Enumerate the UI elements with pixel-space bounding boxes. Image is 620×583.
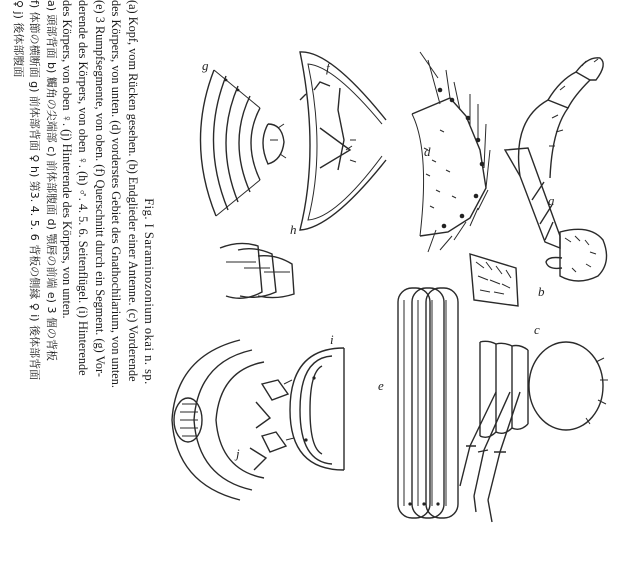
caption-de-line-5: des Körpers, von oben ♀. (j) Hinterende des Körpers, von unten.	[59, 0, 74, 319]
figure-caption	[9, 0, 157, 583]
caption-jp-line-2: f) 体節の横断面 g) 前体部背面 ♀ h) 第3. 4. 5. 6 背板の側縁 ♀ i) 後体部背面	[28, 0, 42, 381]
panel-label-d: d	[424, 144, 431, 159]
panel-label-a: a	[548, 193, 555, 208]
panel-b-antenna-tip-drawing	[470, 254, 518, 306]
panel-label-e: e	[378, 378, 384, 393]
panel-label-i: i	[330, 332, 334, 347]
caption-de-line-4: derende des Körpers, von oben ♀. (h) ♂. 4. 5. 6. Seitenflügel. (i) Hinterende	[76, 0, 91, 376]
panel-h-lateral-keels-drawing	[220, 243, 294, 298]
caption-de-line-3: (e) 3 Rumpfsegmente, von oben. (f) Querschnitt durch ein Segment. (g) Vor-	[92, 0, 107, 377]
panel-i-posterior-dorsal-drawing	[290, 348, 344, 470]
panel-label-c: c	[534, 322, 540, 337]
caption-jp-line-1: a) 頭部背面 b) 觸角の尖端部 c) 前体部腹面 d) 顎唇の前端 e) 3 個の背板	[44, 0, 58, 361]
panel-label-b: b	[538, 284, 545, 299]
panel-c-anterior-ventral-drawing	[460, 341, 608, 522]
caption-de-line-2: des Körpers, von unten. (d) vorderstes Gebiet des Gnathochilarium, von unten.	[109, 0, 124, 388]
panel-f-cross-section-drawing	[300, 52, 386, 230]
panel-g-anterior-dorsal-drawing	[200, 70, 286, 216]
panel-label-j: j	[236, 446, 240, 461]
panel-e-trunk-segments-drawing	[398, 288, 458, 518]
panel-label-h: h	[290, 222, 297, 237]
panel-a-head-drawing	[505, 58, 607, 281]
panel-j-posterior-ventral-drawing	[172, 340, 294, 500]
panel-label-g: g	[202, 58, 209, 73]
caption-jp-line-3: ♀ j) 後体部腹面	[11, 0, 25, 78]
figure-title: Fig. I Saraminozonium okai n. sp.	[142, 198, 156, 385]
caption-de-line-1: (a) Kopf, vom Rücken gesehen. (b) Endglieder einer Antenne. (c) Vorderende	[125, 0, 140, 382]
panel-label-f: f	[326, 60, 330, 75]
